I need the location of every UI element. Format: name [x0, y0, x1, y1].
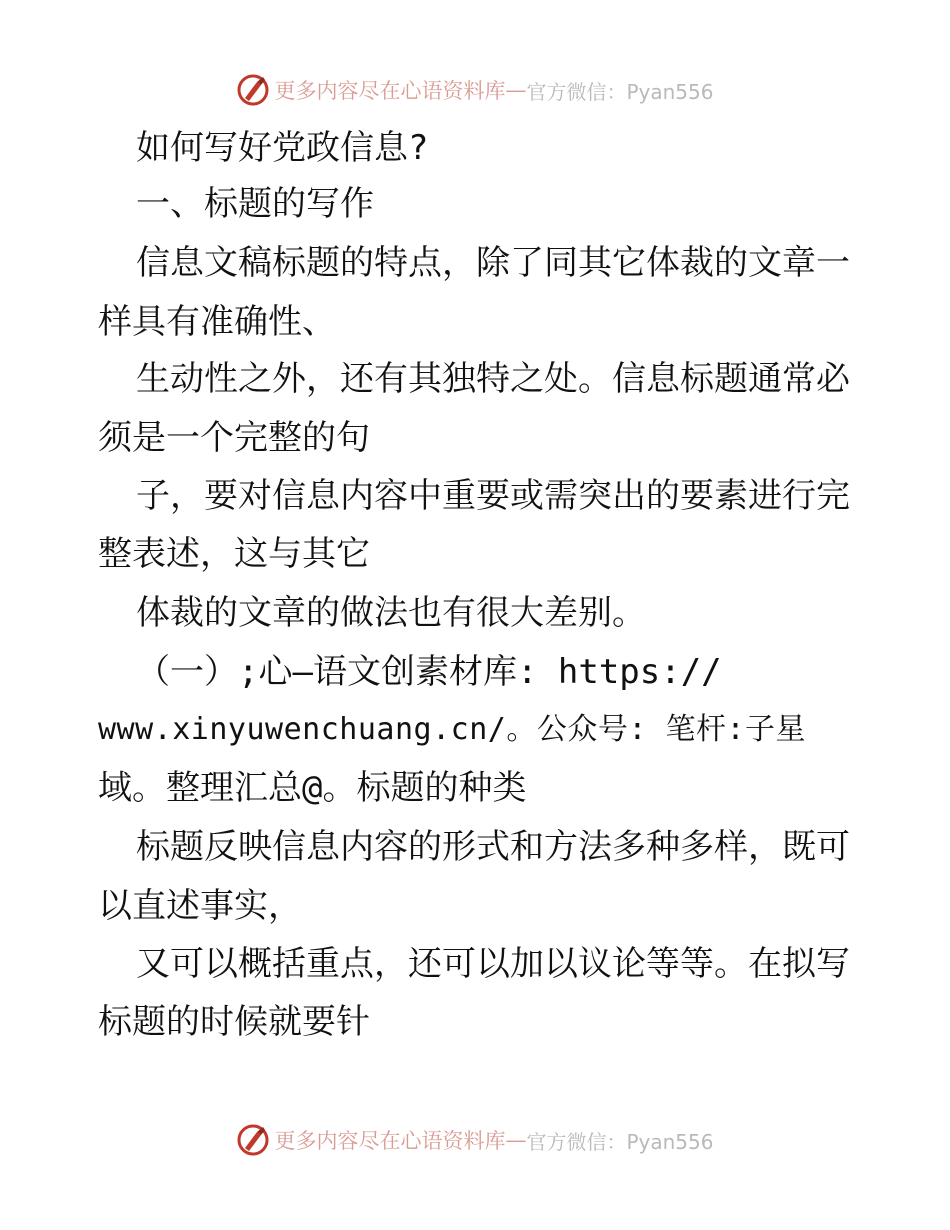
paragraph-line: 信息文稿标题的特点，除了同其它体裁的文章一: [136, 243, 850, 283]
paragraph-line: www.xinyuwenchuang.cn/。公众号: 笔杆:子星: [98, 712, 807, 747]
banner-main-text: 更多内容尽在心语资料库: [274, 79, 506, 103]
paragraph-line: 标题的时候就要针: [98, 1002, 370, 1042]
banner-sub-text: 官方微信：Pyan556: [526, 79, 714, 104]
paragraph-line: 生动性之外，还有其独特之处。信息标题通常必: [136, 359, 850, 399]
doc-title: 如何写好党政信息?: [136, 128, 429, 168]
section-heading: 一、标题的写作: [136, 184, 374, 224]
paragraph-line: 以直述事实，: [98, 886, 302, 926]
banner-sub-text: 官方微信：Pyan556: [526, 1129, 714, 1154]
footer-banner: [0, 1120, 950, 1160]
paragraph-line: 域。整理汇总@。标题的种类: [98, 768, 527, 808]
paragraph-line: 须是一个完整的句: [98, 418, 370, 458]
paragraph-line: 又可以概括重点，还可以加以议论等等。在拟写: [136, 944, 850, 984]
paragraph-line: 整表述，这与其它: [98, 534, 370, 574]
paragraph-line: 体裁的文章的做法也有很大差别。: [136, 593, 646, 633]
paragraph-line: 标题反映信息内容的形式和方法多种多样，既可: [136, 827, 850, 867]
paragraph-line: 子，要对信息内容中重要或需突出的要素进行完: [136, 476, 850, 516]
paragraph-line: 样具有准确性、: [98, 302, 336, 342]
banner-dash: —: [505, 1128, 527, 1152]
banner-dash: —: [505, 78, 527, 102]
banner-main-text: 更多内容尽在心语资料库: [274, 1129, 506, 1153]
pen-logo-icon: [236, 1123, 270, 1157]
paragraph-line: （一）;心—语文创素材库: https://: [136, 652, 722, 692]
